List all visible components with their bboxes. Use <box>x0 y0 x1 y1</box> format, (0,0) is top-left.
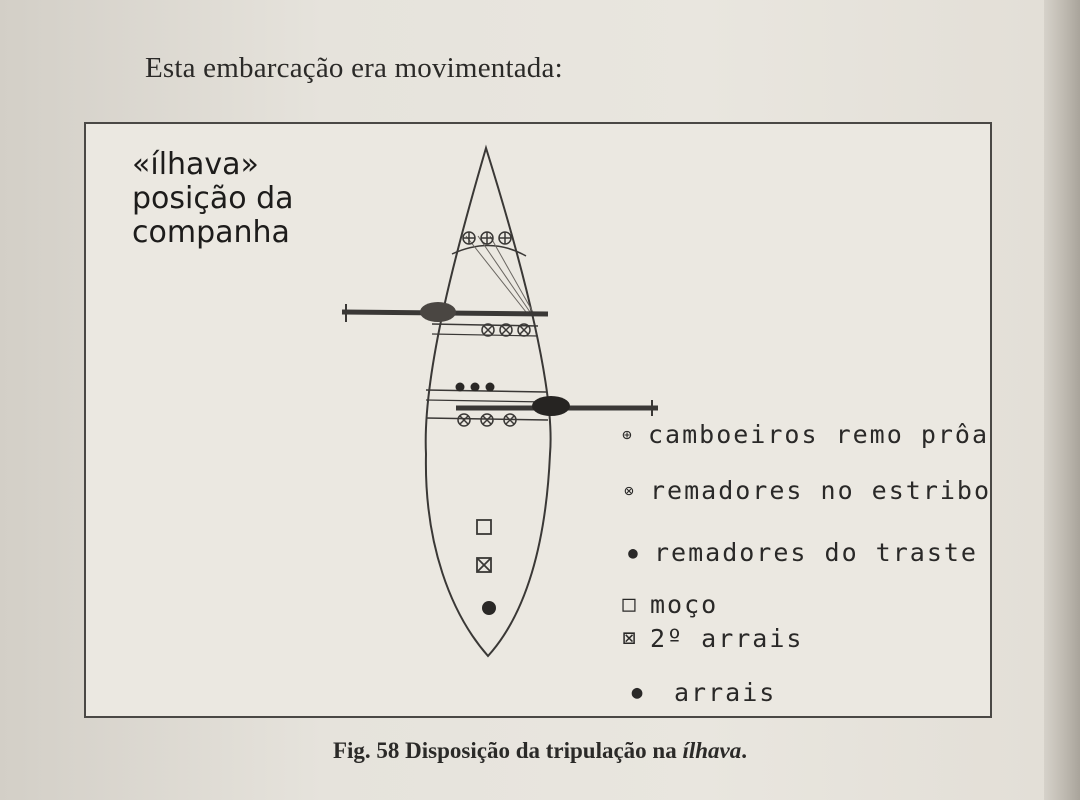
middle-thwart <box>426 390 546 392</box>
remadores-estribo-symbol-icon: ⊗ <box>624 481 634 500</box>
remadores-traste-symbol-icon: ● <box>628 543 638 562</box>
figure-frame <box>84 122 992 718</box>
legend-item-segundo-arrais <box>616 624 803 653</box>
legend-item-remadores-traste <box>620 538 978 567</box>
legend-item-camboeiros <box>614 420 989 449</box>
legend-item-remadores-estribo <box>616 476 991 505</box>
crew-segundo-arrais <box>477 558 491 572</box>
legend-label: moço <box>650 590 719 619</box>
lower-oar-blade <box>532 396 570 416</box>
crew-moco <box>477 520 491 534</box>
book-spine <box>1044 0 1080 800</box>
legend-label: remadores do traste <box>654 538 978 567</box>
crew-arrais <box>482 601 496 615</box>
caption-suffix: . <box>741 738 748 763</box>
upper-oar-blade <box>420 302 456 322</box>
caption-italic: ílhava <box>682 738 742 763</box>
legend-label: 2º arrais <box>650 624 804 653</box>
caption-prefix: Fig. 58 Disposição da tripulação na <box>332 738 683 763</box>
arrais-symbol-icon: ● <box>631 682 643 703</box>
middle-thwart <box>426 400 548 402</box>
crew-camboeiros <box>463 232 511 244</box>
legend-item-arrais <box>624 678 776 707</box>
crew-remadores-traste <box>456 383 495 392</box>
camboeiros-symbol-icon: ⊕ <box>622 425 632 444</box>
diagram-title: «ílhava» posição da companha <box>132 147 294 250</box>
segundo-arrais-symbol-icon: ⊠ <box>622 626 636 651</box>
moco-symbol-icon: □ <box>622 592 636 617</box>
legend-label: camboeiros remo prôa <box>648 420 990 449</box>
figure-caption <box>0 738 1080 764</box>
legend-label: arrais <box>674 678 777 707</box>
legend-item-moco <box>616 590 718 619</box>
legend-label: remadores no estribo <box>650 476 992 505</box>
intro-text: Esta embarcação era movimentada: <box>145 52 563 84</box>
